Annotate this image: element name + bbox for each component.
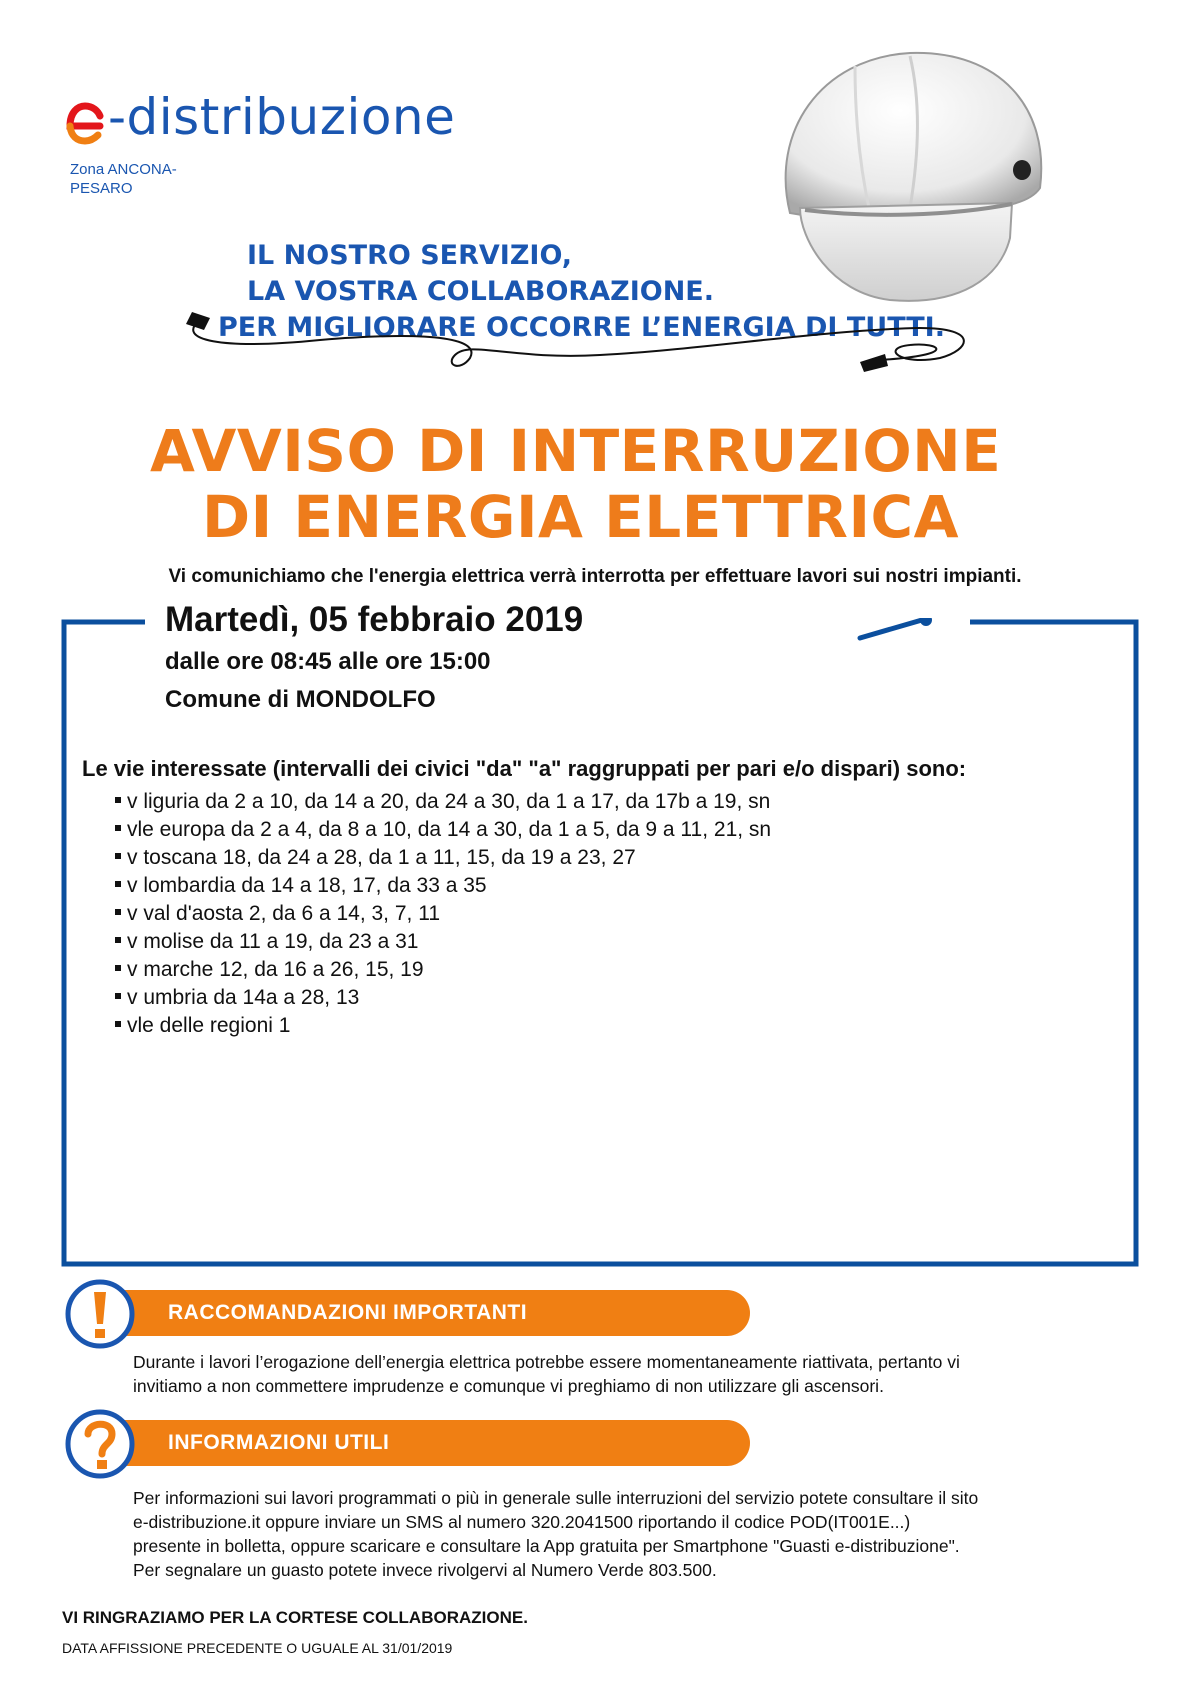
list-item: v val d'aosta 2, da 6 a 14, 3, 7, 11 bbox=[115, 900, 771, 928]
bullet-icon bbox=[115, 853, 121, 859]
slogan-line-2: LA VOSTRA COLLABORAZIONE. bbox=[247, 276, 714, 307]
headline bbox=[150, 418, 1001, 550]
recommendations-banner bbox=[120, 1290, 750, 1336]
comune-name: Comune di MONDOLFO bbox=[165, 686, 436, 713]
list-item: v lombardia da 14 a 18, 17, da 33 a 35 bbox=[115, 872, 771, 900]
bullet-icon bbox=[115, 965, 121, 971]
plug-cable-decoration bbox=[180, 310, 1040, 405]
posting-date: DATA AFFISSIONE PRECEDENTE O UGUALE AL 31/01/2019 bbox=[62, 1640, 453, 1656]
slogan-line-3: PER MIGLIORARE OCCORRE L’ENERGIA DI TUTTI. bbox=[218, 312, 945, 343]
slogan-line-1: IL NOSTRO SERVIZIO, bbox=[247, 240, 573, 271]
bullet-icon bbox=[115, 1021, 121, 1027]
interruption-hours: dalle ore 08:45 alle ore 15:00 bbox=[165, 648, 491, 675]
exclamation-icon bbox=[64, 1278, 136, 1350]
headline-line-1: AVVISO DI INTERRUZIONE bbox=[150, 417, 1002, 485]
e-logo-icon bbox=[62, 98, 106, 146]
headline-line-2: DI ENERGIA ELETTRICA bbox=[202, 483, 959, 551]
zone-line-1: Zona ANCONA- bbox=[70, 161, 177, 178]
list-item: v umbria da 14a a 28, 13 bbox=[115, 984, 771, 1012]
bullet-icon bbox=[115, 937, 121, 943]
brand-name: -distribuzione bbox=[108, 88, 456, 146]
bullet-icon bbox=[115, 825, 121, 831]
streets-title: Le vie interessate (intervalli dei civici "da" "a" raggruppati per pari e/o dispari) sono: bbox=[82, 756, 967, 781]
info-text: Per informazioni sui lavori programmati o più in generale sulle interruzioni del servizio potete consultare il sito e-distribuzione.it oppure inviare un SMS al numero 320.2041500 riportando il codice POD(IT001E...) presente in bolletta, oppure scaricare e consultare la App gratuita per Smartphone "Guasti e-distribuzione". Per segnalare un guasto potete invece rivolgervi al Numero Verde 803.500. bbox=[133, 1488, 979, 1580]
list-item: v molise da 11 a 19, da 23 a 31 bbox=[115, 928, 771, 956]
list-item: v marche 12, da 16 a 26, 15, 19 bbox=[115, 956, 771, 984]
bullet-icon bbox=[115, 797, 121, 803]
recommendations-text: Durante i lavori l’erogazione dell’energia elettrica potrebbe essere momentaneamente riattivata, pertanto vi invitiamo a non commettere imprudenze e comunque vi preghiamo di non utilizzare gli ascensori. bbox=[133, 1352, 960, 1396]
streets-list bbox=[115, 788, 771, 1040]
zone-line-2: PESARO bbox=[70, 180, 133, 197]
list-item: v toscana 18, da 24 a 28, da 1 a 11, 15, da 19 a 23, 27 bbox=[115, 844, 771, 872]
list-item: vle europa da 2 a 4, da 8 a 10, da 14 a 30, da 1 a 5, da 9 a 11, 21, sn bbox=[115, 816, 771, 844]
thanks-text: VI RINGRAZIAMO PER LA CORTESE COLLABORAZIONE. bbox=[62, 1608, 528, 1627]
info-banner bbox=[120, 1420, 750, 1466]
recommendations-title: RACCOMANDAZIONI IMPORTANTI bbox=[168, 1301, 528, 1324]
bullet-icon bbox=[115, 881, 121, 887]
list-item: v liguria da 2 a 10, da 14 a 20, da 24 a 30, da 1 a 17, da 17b a 19, sn bbox=[115, 788, 771, 816]
list-item: vle delle regioni 1 bbox=[115, 1012, 771, 1040]
intro-text: Vi comunichiamo che l'energia elettrica verrà interrotta per effettuare lavori sui nostri impianti. bbox=[168, 566, 1022, 587]
interruption-date: Martedì, 05 febbraio 2019 bbox=[165, 600, 584, 639]
bullet-icon bbox=[115, 909, 121, 915]
info-title: INFORMAZIONI UTILI bbox=[168, 1431, 390, 1454]
question-icon bbox=[64, 1408, 136, 1480]
zone-label bbox=[70, 160, 230, 198]
bullet-icon bbox=[115, 993, 121, 999]
